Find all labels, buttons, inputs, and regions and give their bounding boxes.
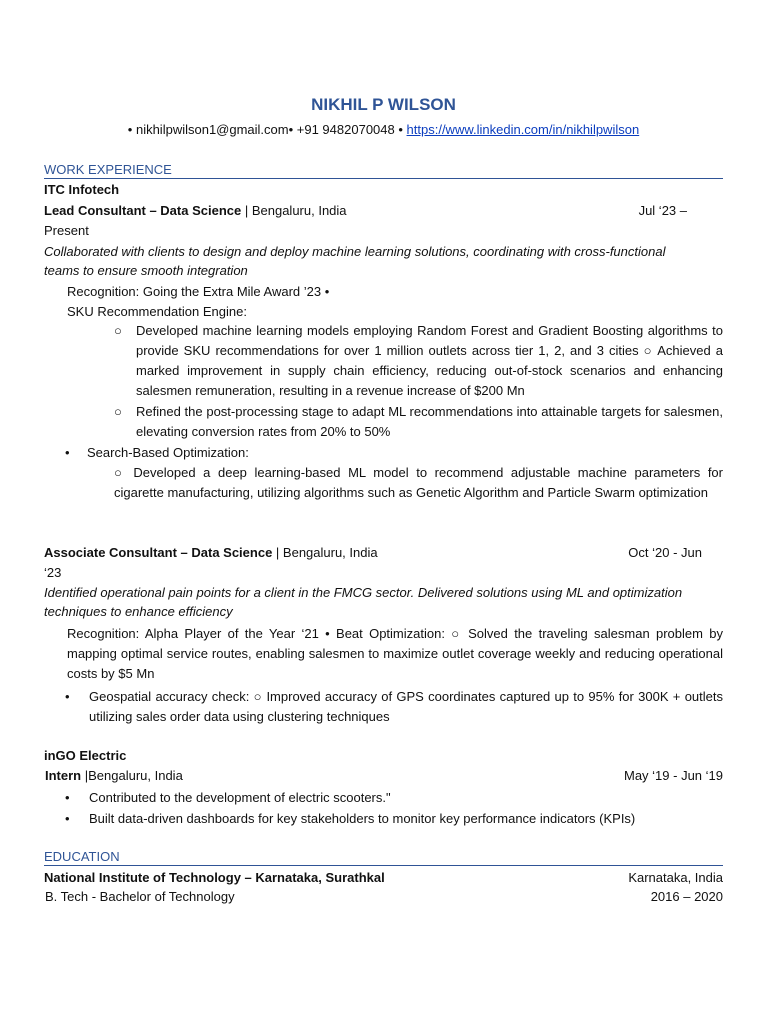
intern-bullet-1-text: Contributed to the development of electric scooters."	[89, 790, 391, 805]
geo-bullet-text: Geospatial accuracy check: ○ Improved accuracy of GPS coordinates captured up to 95% for 300K + outlets utilizing sales order data using clustering techniques	[89, 689, 723, 724]
intern-bullet-2	[65, 809, 744, 829]
sku-engine-title: SKU Recommendation Engine:	[67, 304, 247, 319]
geo-bullet	[65, 687, 723, 727]
recognition-extra-mile: Recognition: Going the Extra Mile Award ’23 •	[67, 284, 330, 299]
phone-text: • +91 9482070048 •	[288, 122, 403, 137]
email-text: • nikhilpwilson1@gmail.com	[127, 122, 289, 137]
search-optimization-item	[65, 443, 744, 463]
degree-name: B. Tech - Bachelor of Technology	[45, 889, 235, 904]
role-title: Intern	[45, 768, 82, 783]
intern-bullet-2-text: Built data-driven dashboards for key stakeholders to monitor key performance indicators (KPIs)	[89, 811, 636, 826]
sku-bullet-2-text: Refined the post-processing stage to adapt ML recommendations into attainable targets for salesmen, elevating conversion rates from 20% to 50%	[136, 404, 723, 439]
section-education: EDUCATION	[44, 849, 723, 866]
role-associate-consultant	[44, 543, 723, 563]
sku-bullet-1-text: Developed machine learning models employing Random Forest and Gradient Boosting algorithms to provide SKU recommendations for over 1 million outlets across tier 1, 2, and 3 cities ○ Achieved a marked improvement in supply chain efficiency, reducing out-of-stock scenarios and enhancing salesmen remuneration, resulting in a revenue increase of $200 Mn	[136, 323, 723, 398]
circle-bullet-icon: ○	[114, 323, 122, 338]
recognition-alpha-player: Recognition: Alpha Player of the Year ‘21 • Beat Optimization: ○ Solved the traveling salesman problem by mapping optimal service routes, enabling salesmen to maximize outlet coverage weekly and reducing operational costs by $5 Mn	[67, 626, 723, 681]
bullet-icon: •	[65, 445, 70, 460]
role-dates: May ‘19 - Jun ‘19	[624, 768, 723, 783]
role-summary-line2: teams to ensure smooth integration	[44, 263, 248, 278]
circle-bullet-icon: ○	[114, 404, 122, 419]
sku-bullet-2	[114, 402, 723, 442]
bullet-icon: •	[65, 811, 70, 826]
intern-bullet-1	[65, 788, 744, 808]
search-bullet-text: ○ Developed a deep learning-based ML model to recommend adjustable machine parameters for cigarette manufacturing, utilizing algorithms such as Genetic Algorithm and Particle Swarm optimization	[114, 465, 723, 500]
role-date-end: Present	[44, 223, 89, 238]
role-summary-line1: Collaborated with clients to design and deploy machine learning solutions, coordinating with cross-functional	[44, 244, 666, 259]
resume-page	[44, 0, 723, 1024]
role-date-start: Oct ‘20 - Jun	[628, 545, 702, 560]
company-itc: ITC Infotech	[44, 182, 120, 197]
school-name: National Institute of Technology – Karnataka, Surathkal	[44, 870, 385, 885]
role-location: |Bengaluru, India	[81, 768, 183, 783]
sku-bullet-1	[114, 321, 723, 401]
role-title: Lead Consultant – Data Science	[44, 203, 242, 218]
search-optimization-title: Search-Based Optimization:	[87, 445, 249, 460]
role-date-end: ‘23	[44, 565, 62, 580]
role-location: | Bengaluru, India	[241, 203, 347, 218]
role-lead-consultant	[44, 201, 723, 221]
school-location: Karnataka, India	[628, 870, 723, 885]
degree-dates: 2016 – 2020	[650, 889, 723, 904]
bullet-icon: •	[65, 790, 70, 805]
bullet-icon: •	[65, 689, 70, 704]
linkedin-link[interactable]: https://www.linkedin.com/in/nikhilpwilson	[406, 122, 640, 137]
candidate-name: NIKHIL P WILSON	[311, 95, 456, 114]
section-work-experience: WORK EXPERIENCE	[44, 162, 723, 179]
role-title: Associate Consultant – Data Science	[44, 545, 273, 560]
role-summary-line1: Identified operational pain points for a client in the FMCG sector. Delivered solutions using ML and optimization	[44, 585, 683, 600]
role-location: | Bengaluru, India	[272, 545, 378, 560]
role-date-start: Jul ‘23 –	[638, 203, 687, 218]
education-degree-row	[45, 887, 724, 907]
contact-line	[44, 120, 723, 140]
company-ingo: inGO Electric	[44, 748, 127, 763]
role-summary-line2: techniques to enhance efficiency	[44, 604, 233, 619]
role-intern	[45, 766, 724, 786]
education-school-row	[44, 868, 723, 888]
